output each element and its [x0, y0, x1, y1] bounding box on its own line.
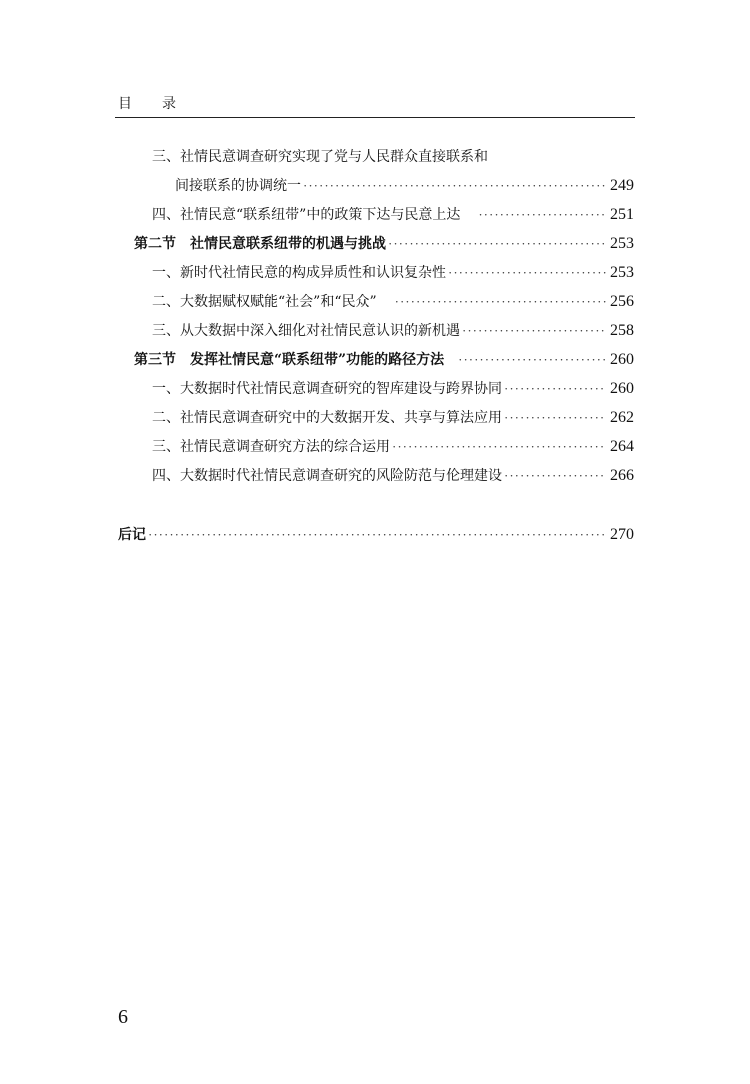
toc-entry-title: 三、社情民意调查研究方法的综合运用: [152, 439, 390, 455]
toc-afterword[interactable]: [118, 526, 634, 544]
leader-dots: [462, 322, 606, 340]
toc-entry-page: 260: [610, 351, 634, 368]
toc-entry-page: 260: [610, 380, 634, 397]
toc-entry-title: 四、大数据时代社情民意调查研究的风险防范与伦理建设: [152, 468, 502, 484]
leader-dots: [458, 351, 606, 369]
toc-section-3[interactable]: [134, 351, 634, 369]
leader-dots: [504, 409, 606, 427]
toc-entry-page: 251: [610, 206, 634, 223]
header-char-1: 目: [118, 96, 132, 112]
section-number: 第三节: [134, 352, 176, 368]
toc-s3-item-3[interactable]: [152, 438, 634, 456]
toc-entry-title: 间接联系的协调统一: [175, 178, 301, 194]
page-number: 6: [118, 1006, 128, 1028]
toc-entry-title: 后记: [118, 527, 146, 543]
leader-dots: [504, 467, 606, 485]
leader-dots: [478, 206, 606, 224]
leader-dots: [303, 177, 606, 195]
toc-s3-item-2[interactable]: [152, 409, 634, 427]
toc-entry-page: 264: [610, 438, 634, 455]
toc-entry-title: 四、社情民意“联系纽带”中的政策下达与民意上达: [152, 207, 461, 223]
toc-entry-page: 256: [610, 293, 634, 310]
header-rule: [115, 117, 635, 118]
leader-dots: [448, 264, 606, 282]
toc-s2-item-1[interactable]: [152, 264, 634, 282]
toc-item-3-line2[interactable]: [175, 177, 634, 195]
leader-dots: [388, 235, 606, 253]
toc-s3-item-4[interactable]: [152, 467, 634, 485]
leader-dots: [148, 526, 606, 544]
toc-entry-title: 一、新时代社情民意的构成异质性和认识复杂性: [152, 265, 446, 281]
leader-dots: [392, 438, 606, 456]
toc-entry-page: 253: [610, 264, 634, 281]
toc-entry-page: 262: [610, 409, 634, 426]
toc-item-4[interactable]: [152, 206, 634, 224]
toc-entry-title: 一、大数据时代社情民意调查研究的智库建设与跨界协同: [152, 381, 502, 397]
toc-s2-item-3[interactable]: [152, 322, 634, 340]
toc-section-2[interactable]: [134, 235, 634, 253]
toc-item-3-line1[interactable]: 三、社情民意调查研究实现了党与人民群众直接联系和: [152, 149, 488, 165]
toc-entry-page: 253: [610, 235, 634, 252]
toc-s3-item-1[interactable]: [152, 380, 634, 398]
section-title: 社情民意联系纽带的机遇与挑战: [190, 236, 386, 252]
header-char-2: 录: [162, 96, 176, 112]
toc-entry-page: 270: [610, 526, 634, 543]
toc-entry-page: 258: [610, 322, 634, 339]
leader-dots: [504, 380, 606, 398]
toc-entry-title: 二、大数据赋权赋能“社会”和“民众”: [152, 294, 377, 310]
section-number: 第二节: [134, 236, 176, 252]
toc-entry-page: 266: [610, 467, 634, 484]
toc-entry-title: 三、从大数据中深入细化对社情民意认识的新机遇: [152, 323, 460, 339]
running-header: [118, 93, 176, 113]
toc-entry-page: 249: [610, 177, 634, 194]
toc-entry-title: 二、社情民意调查研究中的大数据开发、共享与算法应用: [152, 410, 502, 426]
toc-s2-item-2[interactable]: [152, 293, 634, 311]
leader-dots: [395, 293, 606, 311]
section-title: 发挥社情民意“联系纽带”功能的路径方法: [190, 352, 445, 368]
